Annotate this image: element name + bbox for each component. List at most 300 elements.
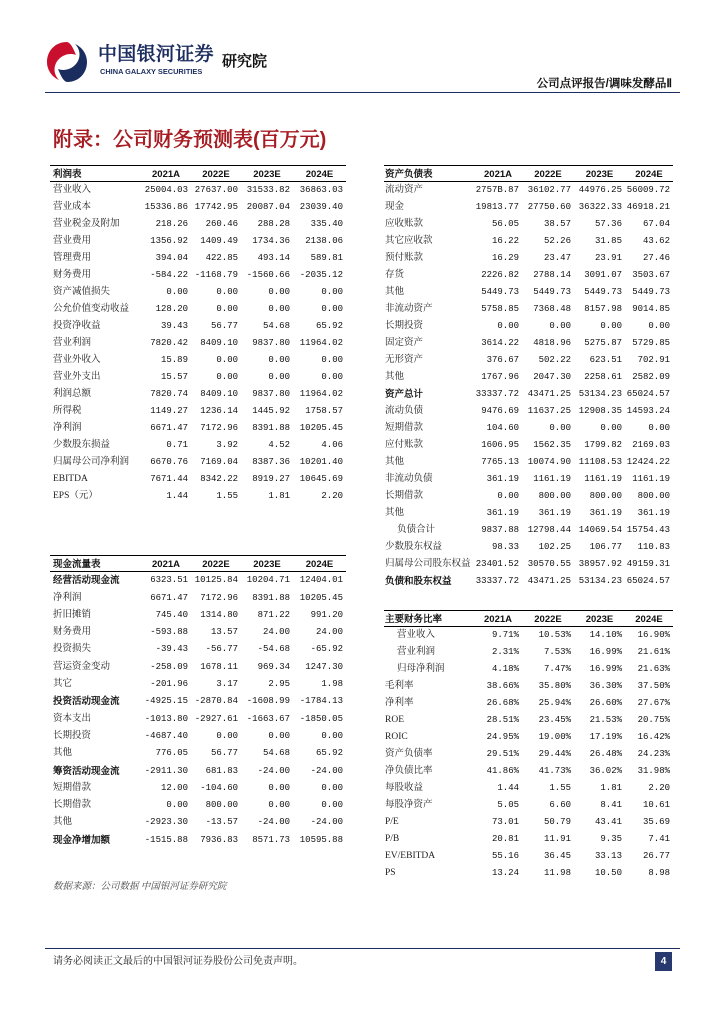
row-value: 1678.11 <box>200 661 238 672</box>
row-value: 73.01 <box>491 817 519 827</box>
row-value: 54.68 <box>262 321 290 331</box>
row-value: 6323.51 <box>150 575 188 586</box>
row-value: 2258.61 <box>584 372 622 382</box>
table-row <box>50 284 346 301</box>
row-label: 其他 <box>385 508 405 518</box>
table-row <box>384 644 673 661</box>
row-value: -4687.40 <box>144 730 188 741</box>
row-value: 2226.82 <box>481 270 519 280</box>
row-value: 361.19 <box>486 474 519 484</box>
row-label: 归母净利润 <box>397 664 445 674</box>
table-row <box>384 865 673 882</box>
row-value: 2757B.87 <box>475 185 519 195</box>
table-row <box>50 369 346 386</box>
column-header: 2022E <box>202 559 230 570</box>
row-value: 6670.76 <box>150 457 188 467</box>
row-value: 361.19 <box>538 508 571 518</box>
row-label: 现金净增加额 <box>53 834 111 846</box>
table-row <box>50 797 346 814</box>
row-value: 14593.24 <box>626 406 670 416</box>
galaxy-logo <box>45 40 89 84</box>
row-label: 应付账款 <box>385 440 424 450</box>
row-label: 短期借款 <box>385 423 424 433</box>
row-label: 投资损失 <box>53 644 92 655</box>
row-value: 7.47% <box>543 664 571 674</box>
row-value: 8157.98 <box>584 304 622 314</box>
table-row <box>384 831 673 848</box>
row-value: -39.43 <box>155 644 188 655</box>
column-header: 2024E <box>305 169 334 180</box>
row-value: 20087.04 <box>246 202 290 212</box>
row-value: -1168.79 <box>194 270 238 280</box>
row-label: 营业收入 <box>53 185 92 195</box>
row-value: 9476.69 <box>481 406 519 416</box>
row-label: 资本支出 <box>53 713 92 724</box>
column-header: 2021A <box>484 169 512 180</box>
row-label: 非流动负债 <box>385 474 433 484</box>
row-value: -2035.12 <box>299 270 343 280</box>
row-value: 19.00% <box>538 732 571 742</box>
row-value: 4.06 <box>321 440 343 450</box>
table-row <box>384 814 673 831</box>
table-row <box>384 505 673 522</box>
table-row <box>384 539 673 556</box>
column-header: 2024E <box>635 614 663 625</box>
table-row <box>50 814 346 831</box>
table-row <box>384 182 673 199</box>
row-label: 负债合计 <box>397 525 436 535</box>
row-value: 21.53% <box>589 715 622 725</box>
row-value: 23401.52 <box>475 559 519 569</box>
row-value: 104.60 <box>486 423 519 433</box>
row-value: 2.20 <box>321 491 343 501</box>
table-row <box>50 454 346 471</box>
row-value: 0.00 <box>268 304 290 314</box>
row-value: 0.00 <box>549 423 571 433</box>
row-value: 1606.95 <box>481 440 519 450</box>
row-value: 11964.02 <box>299 389 343 399</box>
table-row <box>384 199 673 216</box>
row-label: 少数股东权益 <box>385 542 443 552</box>
row-value: 11.98 <box>543 868 571 878</box>
row-value: 0.00 <box>216 287 238 297</box>
row-label: 营业费用 <box>53 236 92 246</box>
row-value: 12424.22 <box>626 457 670 467</box>
row-value: -593.88 <box>150 627 188 638</box>
row-value: 9837.80 <box>252 389 290 399</box>
row-value: 5449.73 <box>584 287 622 297</box>
row-value: 6671.47 <box>150 423 188 433</box>
table-row <box>384 216 673 233</box>
row-label: 营业外收入 <box>53 355 101 365</box>
row-label: 财务费用 <box>53 270 92 280</box>
row-value: 57.36 <box>594 219 622 229</box>
row-value: 28.51% <box>486 715 519 725</box>
row-value: 11637.25 <box>527 406 571 416</box>
page-title: 附录：公司财务预测表(百万元) <box>53 129 327 151</box>
row-value: 5275.87 <box>584 338 622 348</box>
table-header-row <box>384 610 673 627</box>
row-value: 623.51 <box>589 355 622 365</box>
row-value: 260.46 <box>205 219 238 229</box>
row-value: 10204.71 <box>246 575 290 586</box>
row-value: 10.53% <box>538 630 571 640</box>
row-value: -1784.13 <box>299 696 343 707</box>
table-row <box>384 250 673 267</box>
row-label: 毛利率 <box>385 681 414 691</box>
row-label: 其它应收款 <box>385 236 433 246</box>
row-value: -201.96 <box>150 679 188 690</box>
table-row <box>384 661 673 678</box>
row-value: 8342.22 <box>200 474 238 484</box>
row-value: 27637.00 <box>194 185 238 195</box>
row-value: 4.18% <box>491 664 519 674</box>
row-value: 5449.73 <box>481 287 519 297</box>
row-value: 31533.82 <box>246 185 290 195</box>
row-value: 10205.45 <box>299 423 343 433</box>
row-value: 0.00 <box>321 372 343 382</box>
table-row <box>384 284 673 301</box>
row-value: -1663.67 <box>246 713 290 724</box>
row-value: -24.00 <box>310 765 343 776</box>
row-value: 4818.96 <box>533 338 571 348</box>
table-row <box>50 676 346 693</box>
row-value: 1161.19 <box>584 474 622 484</box>
row-label: 折旧摊销 <box>53 609 92 620</box>
row-value: 98.33 <box>491 542 519 552</box>
row-value: 36322.33 <box>578 202 622 212</box>
row-value: 25.94% <box>538 698 571 708</box>
row-value: 15.57 <box>160 372 188 382</box>
row-value: 502.22 <box>538 355 571 365</box>
row-label: 流动负债 <box>385 406 424 416</box>
row-value: 0.00 <box>268 287 290 297</box>
row-value: 102.25 <box>538 542 571 552</box>
row-value: 8919.27 <box>252 474 290 484</box>
row-label: 资产负债率 <box>385 749 433 759</box>
row-label: 营业利润 <box>53 338 92 348</box>
row-label: 投资净收益 <box>53 321 101 331</box>
row-value: 7368.48 <box>533 304 571 314</box>
row-value: -2923.30 <box>144 817 188 828</box>
table-row <box>384 318 673 335</box>
row-value: 1.55 <box>549 783 571 793</box>
row-value: 20.75% <box>637 715 670 725</box>
row-value: 0.00 <box>321 355 343 365</box>
row-value: 776.05 <box>155 748 188 759</box>
row-value: 16.90% <box>637 630 670 640</box>
row-value: 52.26 <box>543 236 571 246</box>
row-value: -2911.30 <box>144 765 188 776</box>
row-value: 1161.19 <box>533 474 571 484</box>
row-label: ROIC <box>385 732 408 742</box>
balance-sheet-table <box>384 165 673 590</box>
table-row <box>50 267 346 284</box>
row-value: 27.67% <box>637 698 670 708</box>
row-value: 361.19 <box>486 508 519 518</box>
row-value: 36.45 <box>543 851 571 861</box>
header-rule <box>45 92 680 93</box>
row-label: 每股净资产 <box>385 800 433 810</box>
row-value: 0.71 <box>166 440 188 450</box>
table-row <box>50 420 346 437</box>
row-value: 7820.74 <box>150 389 188 399</box>
table-row <box>50 745 346 762</box>
footer-rule <box>45 948 680 949</box>
row-value: 5729.85 <box>632 338 670 348</box>
row-label: 营运资金变动 <box>53 661 111 672</box>
row-value: 29.44% <box>538 749 571 759</box>
column-header: 2024E <box>305 559 334 570</box>
row-value: 38.66% <box>486 681 519 691</box>
row-value: -54.68 <box>257 644 290 655</box>
row-value: -258.09 <box>150 661 188 672</box>
row-value: 8409.10 <box>200 338 238 348</box>
row-value: 41.73% <box>538 766 571 776</box>
row-value: -65.92 <box>310 644 343 655</box>
row-value: 1.44 <box>166 491 188 501</box>
disclaimer-text: 请务必阅读正文最后的中国银河证券股份公司免责声明。 <box>53 956 303 967</box>
row-label: 资产减值损失 <box>53 287 111 297</box>
table-row <box>384 420 673 437</box>
row-value: 8391.88 <box>252 423 290 433</box>
column-header: 2022E <box>202 169 230 180</box>
table-row <box>384 556 673 573</box>
row-value: 24.95% <box>486 732 519 742</box>
table-row <box>384 403 673 420</box>
row-value: 43471.25 <box>527 576 571 586</box>
row-value: 0.00 <box>321 287 343 297</box>
row-value: 8571.73 <box>252 834 290 845</box>
row-value: 23.91 <box>594 253 622 263</box>
table-row <box>384 267 673 284</box>
row-label: 其他 <box>385 457 405 467</box>
row-value: 15.89 <box>160 355 188 365</box>
row-value: 39.43 <box>160 321 188 331</box>
row-value: -1560.66 <box>246 270 290 280</box>
row-value: 1.44 <box>497 783 519 793</box>
table-row <box>384 712 673 729</box>
row-label: 非流动资产 <box>385 304 433 314</box>
row-value: -2927.61 <box>194 713 238 724</box>
row-value: 0.00 <box>268 800 290 811</box>
row-value: 8391.88 <box>252 592 290 603</box>
row-value: 26.77 <box>642 851 670 861</box>
row-value: 2.31% <box>491 647 519 657</box>
table-title: 现金流量表 <box>53 559 101 570</box>
table-row <box>384 695 673 712</box>
row-value: 1.55 <box>216 491 238 501</box>
row-value: 1236.14 <box>200 406 238 416</box>
row-value: 0.00 <box>321 800 343 811</box>
row-label: 预付账款 <box>385 253 424 263</box>
row-label: 应收账款 <box>385 219 424 229</box>
row-value: 0.00 <box>268 730 290 741</box>
row-value: 24.23% <box>637 749 670 759</box>
row-value: 16.99% <box>589 647 622 657</box>
table-row <box>384 352 673 369</box>
row-value: 46918.21 <box>626 202 670 212</box>
row-value: 1.81 <box>268 491 290 501</box>
row-value: 2.95 <box>268 679 290 690</box>
row-label: 净负债比率 <box>385 766 433 776</box>
row-value: 5758.85 <box>481 304 519 314</box>
row-value: 10.61 <box>642 800 670 810</box>
row-value: 23.45% <box>538 715 571 725</box>
table-row <box>50 728 346 745</box>
column-header: 2022E <box>534 169 562 180</box>
column-header: 2023E <box>585 614 614 625</box>
row-value: 3.92 <box>216 440 238 450</box>
row-value: 56.05 <box>491 219 519 229</box>
column-header: 2023E <box>585 169 614 180</box>
row-label: 流动资产 <box>385 185 424 195</box>
row-value: 33.13 <box>594 851 622 861</box>
row-value: 12404.01 <box>299 575 343 586</box>
row-value: 12908.35 <box>578 406 622 416</box>
row-value: 65024.57 <box>626 389 670 399</box>
row-value: 33337.72 <box>475 389 519 399</box>
row-label: 其他 <box>53 748 73 759</box>
row-value: 13.24 <box>491 868 519 878</box>
row-label: 筹资活动现金流 <box>53 765 120 777</box>
table-row <box>50 250 346 267</box>
row-value: 1161.19 <box>632 474 670 484</box>
row-value: 0.00 <box>216 304 238 314</box>
table-row <box>50 318 346 335</box>
row-label: 固定资产 <box>385 338 424 348</box>
row-value: -24.00 <box>257 817 290 828</box>
table-row <box>384 488 673 505</box>
row-value: 23.47 <box>543 253 571 263</box>
row-value: 361.19 <box>589 508 622 518</box>
table-row <box>384 233 673 250</box>
row-value: 288.28 <box>257 219 290 229</box>
row-label: 其他 <box>53 817 73 828</box>
brand-name-cn: 中国银河证券 <box>98 44 214 65</box>
row-value: 67.04 <box>642 219 670 229</box>
row-value: -1850.05 <box>299 713 343 724</box>
row-value: 800.00 <box>589 491 622 501</box>
row-value: 0.00 <box>497 491 519 501</box>
row-value: 5449.73 <box>632 287 670 297</box>
row-value: 991.20 <box>310 609 343 620</box>
column-header: 2022E <box>534 614 562 625</box>
row-label: 其它 <box>53 679 73 690</box>
row-value: 35.80% <box>538 681 571 691</box>
row-value: 9.71% <box>491 630 519 640</box>
table-row <box>50 437 346 454</box>
row-value: -56.77 <box>205 644 238 655</box>
row-value: 361.19 <box>637 508 670 518</box>
row-label: 长期借款 <box>53 800 92 811</box>
table-row <box>50 832 346 849</box>
brand-name-en: CHINA GALAXY SECURITIES <box>100 67 203 76</box>
table-row <box>50 607 346 624</box>
row-value: 43.41 <box>594 817 622 827</box>
row-value: 0.00 <box>648 321 670 331</box>
row-label: 少数股东损益 <box>53 440 111 450</box>
row-label: 资产总计 <box>385 389 424 400</box>
row-value: 2138.06 <box>305 236 343 246</box>
table-row <box>50 386 346 403</box>
row-value: 0.00 <box>216 730 238 741</box>
row-value: 9837.88 <box>481 525 519 535</box>
table-row <box>384 848 673 865</box>
row-value: 2.20 <box>648 783 670 793</box>
row-value: 422.85 <box>205 253 238 263</box>
table-row <box>384 627 673 644</box>
income-statement-table <box>50 165 346 505</box>
row-label: 存货 <box>385 270 405 280</box>
row-value: 7671.44 <box>150 474 188 484</box>
table-row <box>384 763 673 780</box>
institute-name: 研究院 <box>222 53 268 70</box>
table-row <box>50 624 346 641</box>
row-value: 1445.92 <box>252 406 290 416</box>
row-value: 10645.69 <box>299 474 343 484</box>
row-value: 128.20 <box>155 304 188 314</box>
row-value: 65.92 <box>315 321 343 331</box>
row-label: EBITDA <box>53 474 88 484</box>
row-label: 净利率 <box>385 698 414 708</box>
row-label: 长期投资 <box>385 321 424 331</box>
row-label: EV/EBITDA <box>385 851 436 861</box>
row-label: 营业收入 <box>397 630 436 640</box>
table-row <box>50 711 346 728</box>
row-value: 30570.55 <box>527 559 571 569</box>
table-title: 资产负债表 <box>385 169 433 180</box>
row-value: 5.05 <box>497 800 519 810</box>
column-header: 2023E <box>253 169 281 180</box>
row-value: 23039.40 <box>299 202 343 212</box>
table-row <box>384 573 673 590</box>
row-value: 7172.96 <box>200 423 238 433</box>
row-value: 335.40 <box>310 219 343 229</box>
row-value: 589.81 <box>310 253 343 263</box>
row-value: 3091.07 <box>584 270 622 280</box>
table-row <box>50 403 346 420</box>
row-value: 0.00 <box>166 800 188 811</box>
row-label: EPS（元） <box>53 491 98 501</box>
page-number: 4 <box>655 952 672 971</box>
financial-ratios-table <box>384 610 673 882</box>
row-value: 36.02% <box>589 766 622 776</box>
row-value: 1767.96 <box>481 372 519 382</box>
galaxy-logo-icon <box>45 40 89 84</box>
row-value: 0.00 <box>268 372 290 382</box>
row-value: 1.98 <box>321 679 343 690</box>
row-value: 41.86% <box>486 766 519 776</box>
row-value: 17742.95 <box>194 202 238 212</box>
table-row <box>50 233 346 250</box>
row-value: 53134.23 <box>578 389 622 399</box>
row-value: 110.83 <box>637 542 670 552</box>
table-header-row <box>50 555 346 572</box>
row-value: 29.51% <box>486 749 519 759</box>
row-value: 36102.77 <box>527 185 571 195</box>
row-value: 19813.77 <box>475 202 519 212</box>
row-label: 营业税金及附加 <box>53 219 120 229</box>
row-value: 7820.42 <box>150 338 188 348</box>
row-value: 26.68% <box>486 698 519 708</box>
table-row <box>50 693 346 710</box>
row-label: P/E <box>385 817 399 827</box>
row-value: 50.79 <box>543 817 571 827</box>
table-row <box>384 729 673 746</box>
row-value: 12.00 <box>160 782 188 793</box>
row-value: 36863.03 <box>299 185 343 195</box>
